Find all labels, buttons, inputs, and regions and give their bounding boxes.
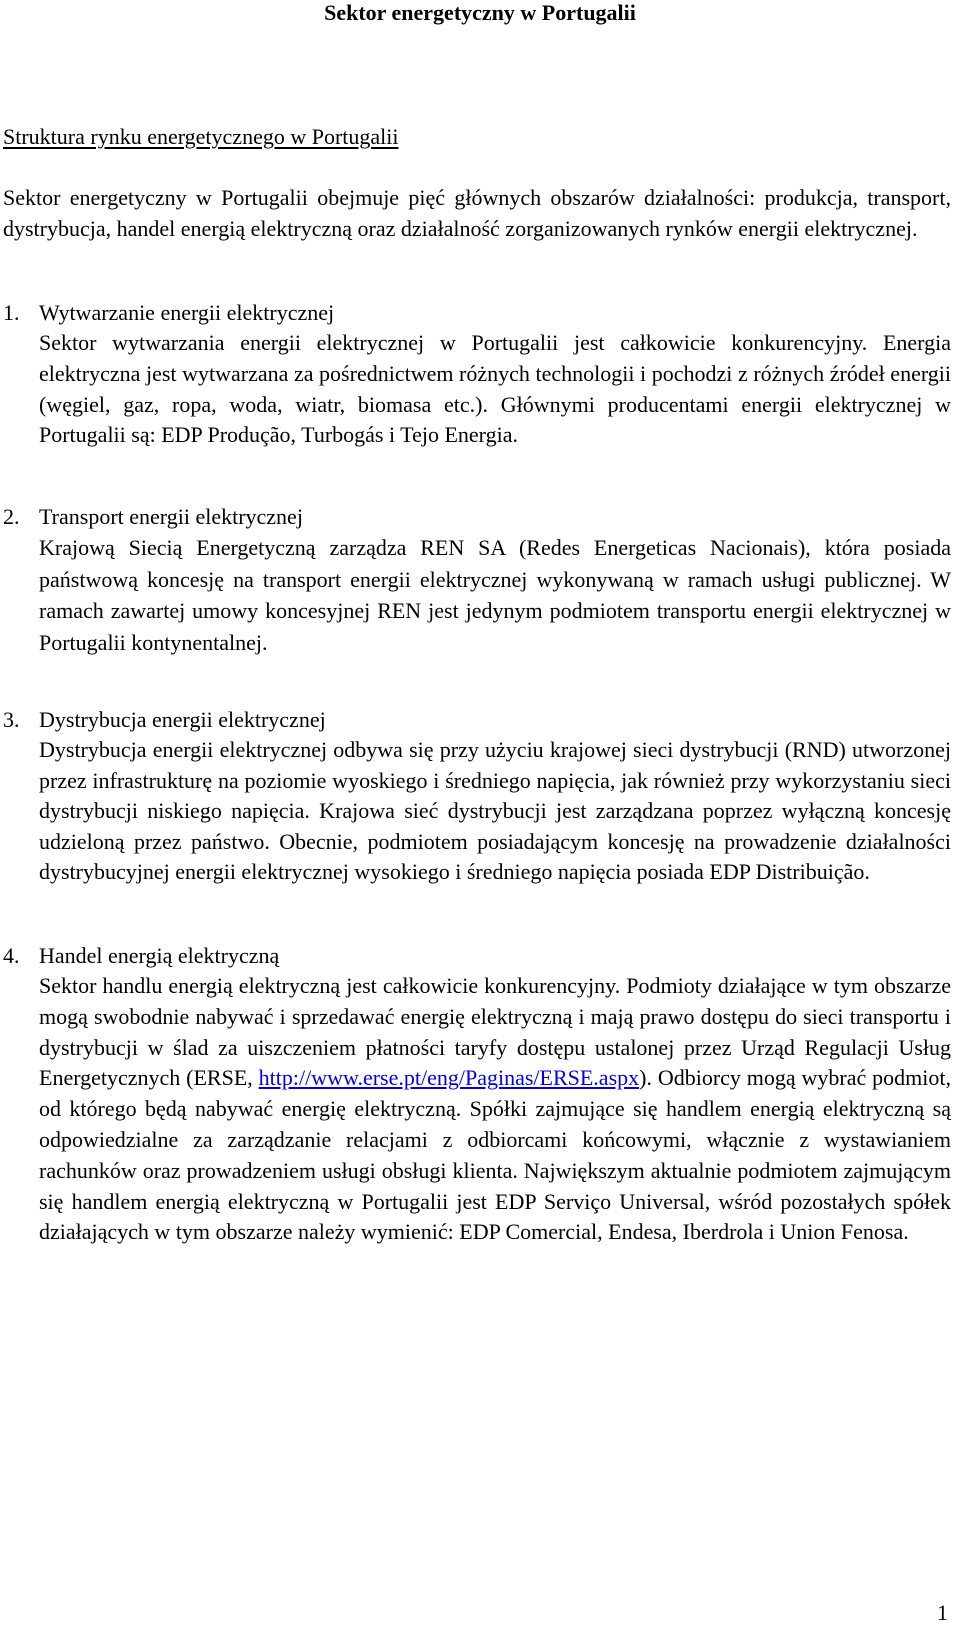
erse-link[interactable]: http://www.erse.pt/eng/Paginas/ERSE.aspx	[258, 1065, 640, 1091]
document-title: Sektor energetyczny w Portugalii	[324, 0, 636, 25]
section-heading-text: Transport energii elektrycznej	[39, 504, 303, 529]
section-heading	[3, 705, 951, 735]
section-distribution	[3, 705, 951, 888]
section-body-text: ). Odbiorcy mogą wybrać podmiot, od którego będą nabywać energię elektryczną. Spółki zajmujące się handlem energią elektryczną są odpowiedzialne za zarządzanie relacjami z odbiorcami końcowymi, włącznie z wystawianiem rachunków oraz prowadzeniem usługi obsługi klienta. Największym aktualnie podmiotem zajmującym się handlem energią elektryczną w Portugalii jest EDP Serviço Universal, wśród pozostałych spółek działających w tym obszarze należy wymienić: EDP Comercial, Endesa, Iberdrola i Union Fenosa.	[39, 1065, 951, 1245]
section-heading	[3, 941, 951, 971]
section-heading-text: Wytwarzanie energii elektrycznej	[39, 300, 335, 325]
section-number: 4.	[3, 943, 20, 968]
page-number: 1	[937, 1600, 948, 1625]
section-body-text: Sektor handlu energią elektryczną jest całkowicie konkurencyjny. Podmioty działające w tym obszarze mogą swobodnie nabywać i sprzedawać energię elektryczną i mają prawo dostępu do sieci transportu i dystrybucji w ślad za uiszczeniem płatności taryfy dostępu ustalonej przez Urząd Regulacji Usług Energetycznych (ERSE,	[39, 973, 951, 1091]
section-production	[3, 298, 951, 451]
section-body: Krajową Siecią Energetyczną zarządza REN SA (Redes Energeticas Nacionais), która posiada państwową koncesję na transport energii elektrycznej wykonywaną w ramach usługi publicznej. W ramach zawartej umowy koncesyjnej REN jest jedynym podmiotem transportu energii elektrycznej w Portugalii kontynentalnej.	[39, 535, 951, 655]
section-heading	[3, 502, 951, 532]
section-number: 2.	[3, 504, 20, 529]
section-heading-text: Handel energią elektryczną	[39, 943, 280, 968]
section-body: Sektor wytwarzania energii elektrycznej w Portugalii jest całkowicie konkurencyjny. Energia elektryczna jest wytwarzana za pośrednictwem różnych technologii i pochodzi z różnych źródeł energii (węgiel, gaz, ropa, woda, wiatr, biomasa etc.). Głównymi producentami energii elektrycznej w Portugalii są: EDP Produção, Turbogás i Tejo Energia.	[39, 330, 951, 448]
section-heading-text: Dystrybucja energii elektrycznej	[39, 707, 326, 732]
section-body: Dystrybucja energii elektrycznej odbywa się przy użyciu krajowej sieci dystrybucji (RND) utworzonej przez infrastrukturę na poziomie wyoskiego i średniego napięcia, jak również przy wykorzystaniu sieci dystrybucji niskiego napięcia. Krajowa sieć dystrybucji jest zarządzana poprzez wyłączną koncesję udzieloną przez państwo. Obecnie, podmiotem posiadającym koncesję na prowadzenie działalności dystrybucyjnej energii elektrycznej wysokiego i średniego napięcia posiada EDP Distribuição.	[39, 737, 951, 885]
section-trade	[3, 941, 951, 1248]
section-number: 3.	[3, 707, 20, 732]
section-body	[39, 971, 951, 1248]
section-heading	[3, 298, 951, 328]
document-subtitle: Struktura rynku energetycznego w Portugalii	[3, 124, 399, 149]
section-number: 1.	[3, 300, 20, 325]
intro-paragraph: Sektor energetyczny w Portugalii obejmuje pięć głównych obszarów działalności: produkcja, transport, dystrybucja, handel energią elektryczną oraz działalność zorganizowanych rynków energii elektrycznej.	[3, 185, 951, 241]
section-transport	[3, 502, 951, 658]
